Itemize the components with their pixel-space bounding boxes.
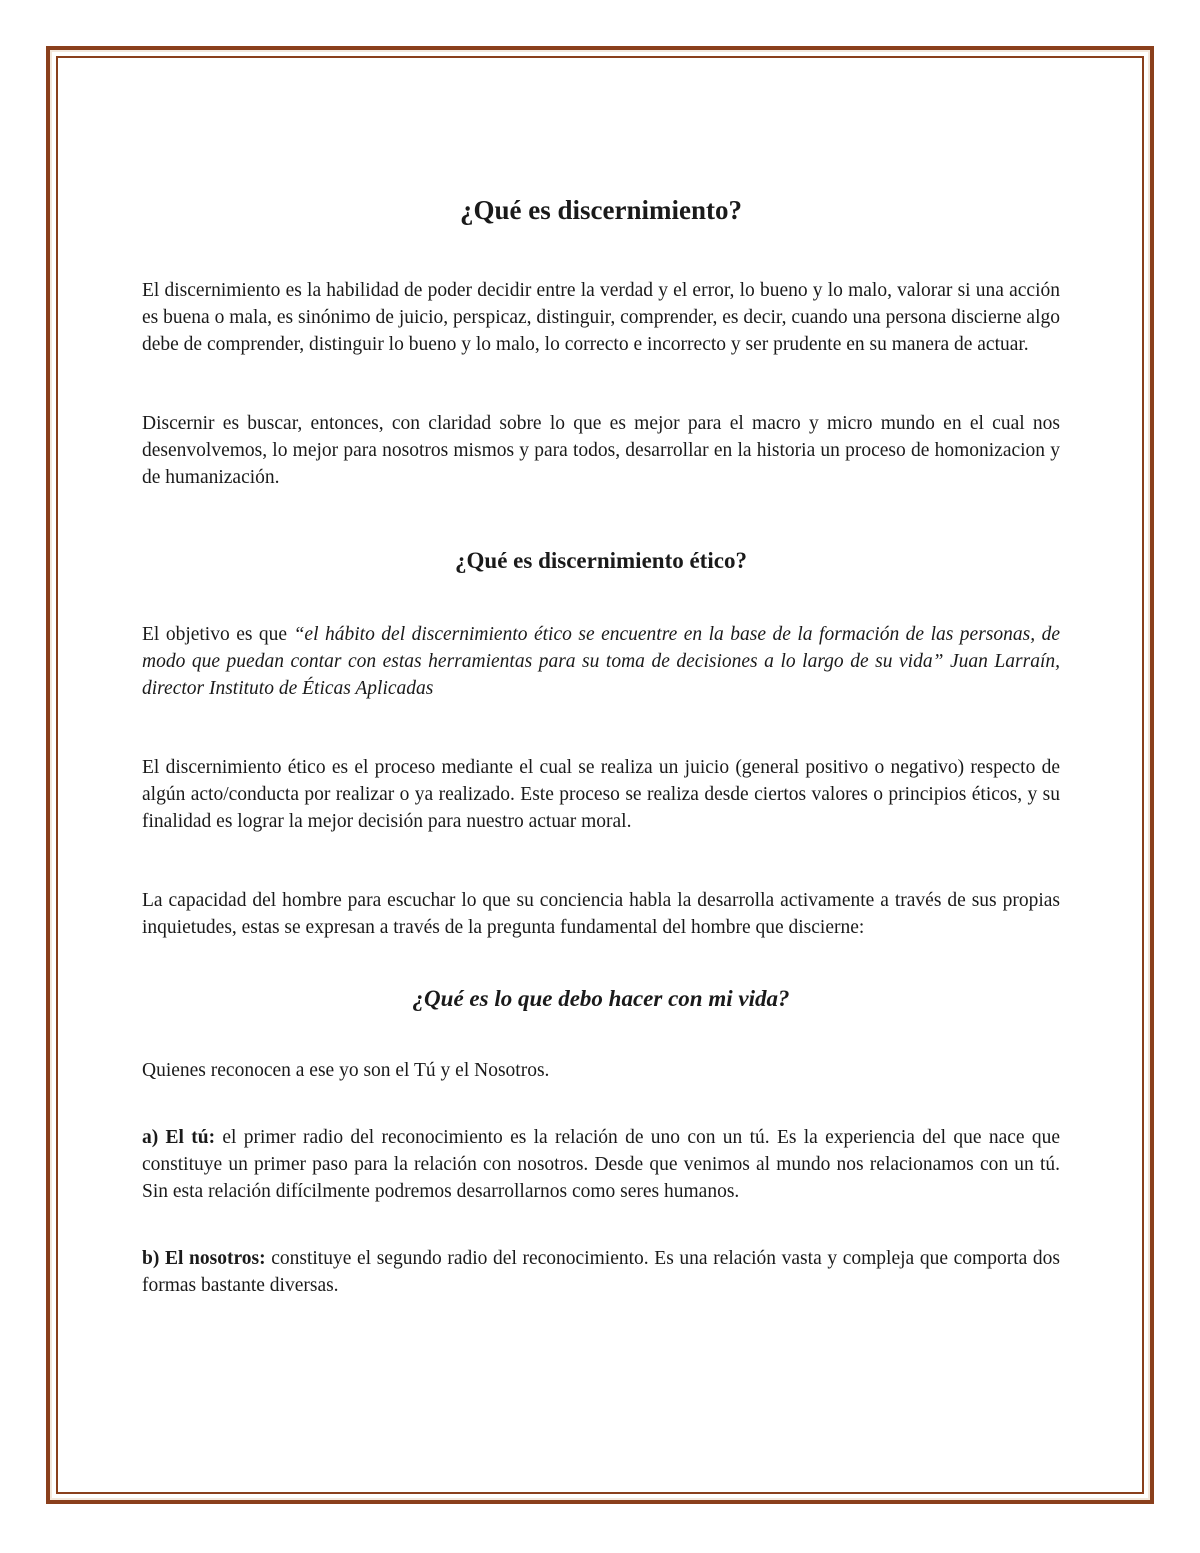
- el-tu-text: el primer radio del reconocimiento es la relación de uno con un tú. Es la experiencia del que nace que constituye un primer paso para la relación con nosotros. Desde que venimos al mundo nos relacionamos con un tú. Sin esta relación difícilmente podremos desarrollarnos como seres humanos.: [142, 1127, 1060, 1202]
- paragraph-proceso-etico: El discernimiento ético es el proceso mediante el cual se realiza un juicio (general positivo o negativo) respecto de algún acto/conducta por realizar o ya realizado. Este proceso se realiza desde ciertos valores o principios éticos, y su finalidad es lograr la mejor decisión para nuestro actuar moral.: [142, 757, 1060, 832]
- paragraph-reconocen: Quienes reconocen a ese yo son el Tú y el Nosotros.: [142, 1060, 550, 1081]
- document-body: [142, 188, 1060, 1299]
- el-tu-label: a) El tú:: [142, 1127, 216, 1148]
- paragraph-capacidad: La capacidad del hombre para escuchar lo que su conciencia habla la desarrolla activamente a través de sus propias inquietudes, estas se expresan a través de la pregunta fundamental del hombre que discierne:: [142, 890, 1060, 938]
- heading-pregunta-fundamental: ¿Qué es lo que debo hacer con mi vida?: [412, 986, 790, 1011]
- heading-discernimiento-etico: ¿Qué es discernimiento ético?: [455, 548, 747, 573]
- paragraph-objetivo: [142, 621, 1060, 702]
- heading-que-es-discernimiento: ¿Qué es discernimiento?: [460, 195, 742, 225]
- objetivo-quote: “el hábito del discernimiento ético se encuentre en la base de la formación de las personas, de modo que puedan contar con estas herramientas para su toma de decisiones a lo largo de su vida” Juan Larraín, director Instituto de Éticas Aplicadas: [142, 624, 1060, 699]
- paragraph-definicion: El discernimiento es la habilidad de poder decidir entre la verdad y el error, lo bueno y lo malo, valorar si una acción es buena o mala, es sinónimo de juicio, perspicaz, distinguir, comprender, es decir, cuando una persona discierne algo debe de comprender, distinguir lo bueno y lo malo, lo correcto e incorrecto y ser prudente en su manera de actuar.: [142, 280, 1060, 355]
- el-nosotros-label: b) El nosotros:: [142, 1248, 266, 1269]
- paragraph-el-nosotros: [142, 1245, 1060, 1299]
- el-nosotros-text: constituye el segundo radio del reconocimiento. Es una relación vasta y compleja que comporta dos formas bastante diversas.: [142, 1248, 1060, 1296]
- objetivo-lead: El objetivo es que: [142, 624, 294, 645]
- paragraph-discernir: Discernir es buscar, entonces, con claridad sobre lo que es mejor para el macro y micro mundo en el cual nos desenvolvemos, lo mejor para nosotros mismos y para todos, desarrollar en la historia un proceso de homonizacion y de humanización.: [142, 413, 1060, 488]
- paragraph-el-tu: [142, 1124, 1060, 1205]
